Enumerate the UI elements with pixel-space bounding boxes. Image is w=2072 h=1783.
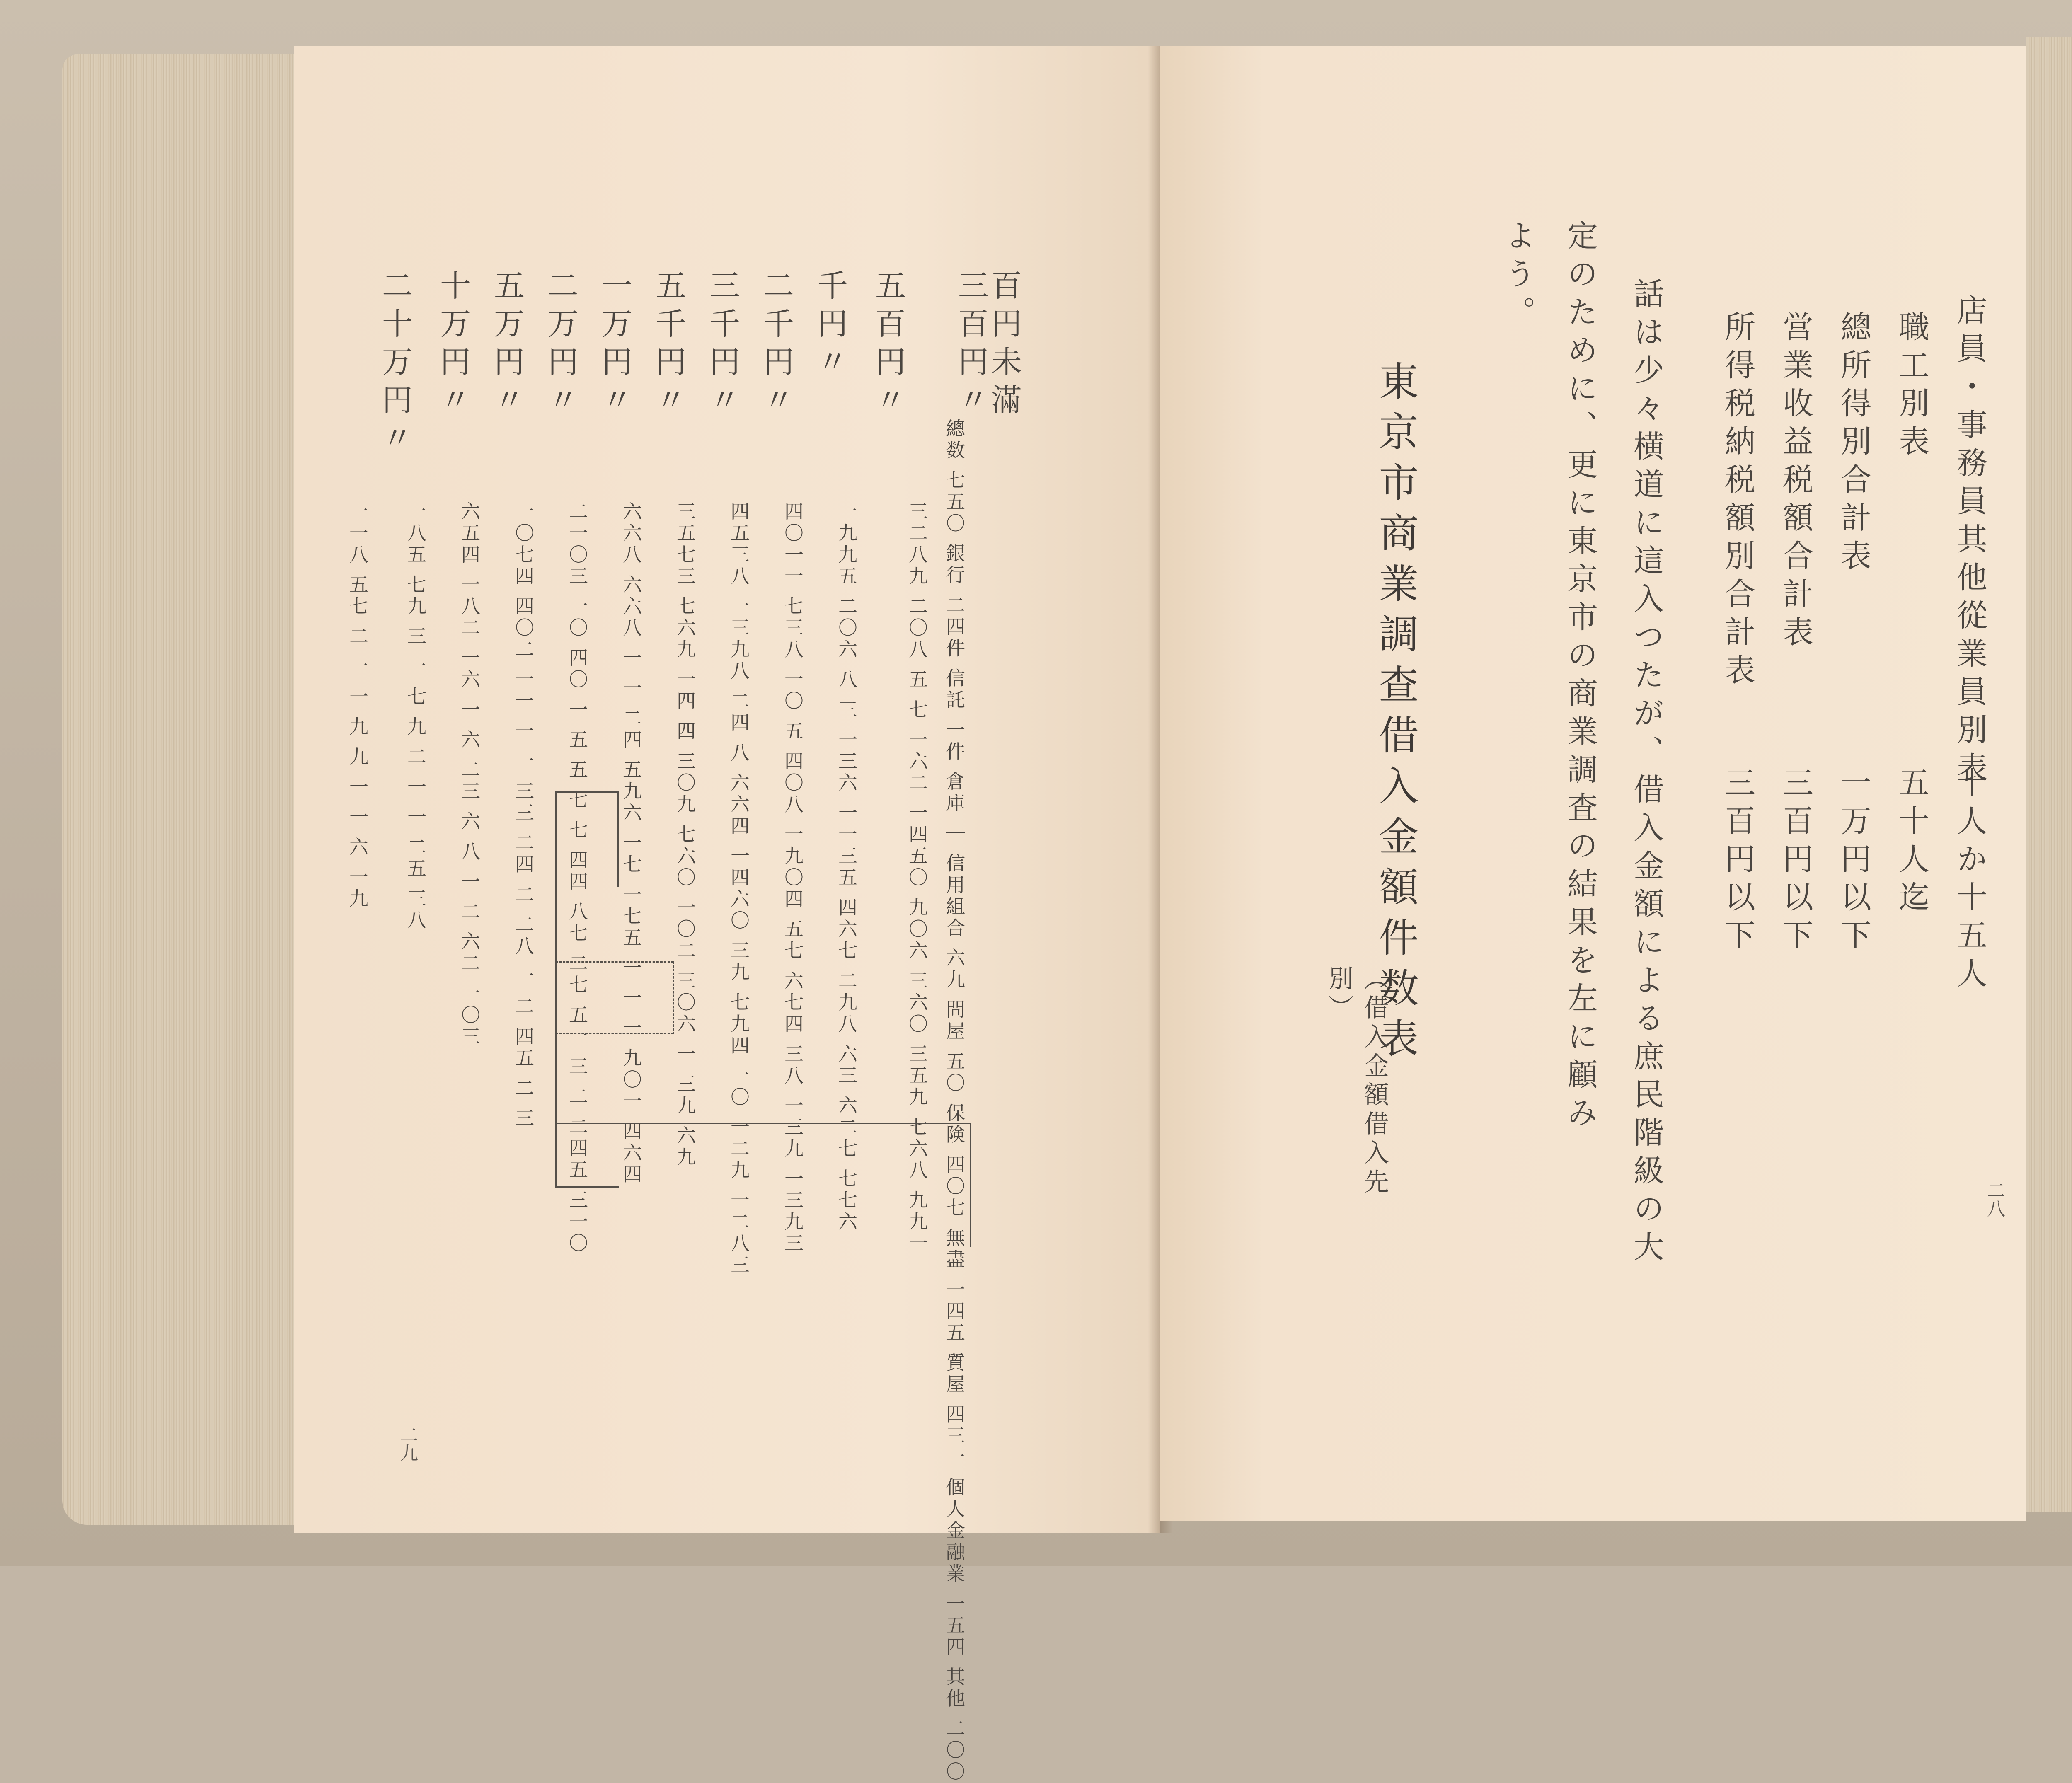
table-row-label: 千円〃 — [812, 269, 848, 384]
page-subtitle: （借入金額借入先別） — [1324, 965, 1389, 1198]
list-item-heading: 営業收益税額合計表 — [1778, 311, 1813, 654]
table-row-values: 二一〇三 一〇 四〇 一 五 五 七 七 四四 八七 二七 五一 三 二 二四五 三一〇 — [566, 501, 588, 1255]
table-row-values: 總数 七五〇 銀行 二四件 信託 一件 倉庫 ｜ 信用組合 六九 問屋 五〇 保険 四〇七 無盡 一四五 質屋 四三一 個人金融業 一五四 其他 二〇〇 — [943, 419, 966, 1783]
body-line: 話は少々横道に這入つたが、借入金額による庶民階級の大 — [1629, 278, 1664, 1269]
list-item-value: 十人か十五人 — [1952, 767, 1987, 995]
table-row-label: 一万円〃 — [597, 269, 632, 422]
page-number: 二九 — [397, 1425, 418, 1462]
open-book — [62, 37, 2072, 1783]
table-row-label: 二万円〃 — [543, 269, 579, 422]
table-row-label: 五千円〃 — [651, 269, 686, 422]
table-bracket — [617, 791, 619, 887]
table-row-values: 一一八 五七 二 一 一 九 九 一 一 六 一九 — [346, 501, 369, 910]
left-page-edges — [62, 54, 294, 1525]
table-row-values: 三二八九 二〇八 五 七 一六二 一四五〇 九〇六 三六〇 三五九 七六八 九九一 — [906, 501, 928, 1255]
page-title: 東京市商業調查借入金額件数表 — [1372, 360, 1419, 1068]
table-row-values: 六五四 一八二 一六 一 六 二三 六 八 一 二 六二 一〇三 — [458, 501, 481, 1048]
list-item-heading: 店員・事務員其他從業員別表 — [1952, 294, 1987, 790]
table-row-label: 三千円〃 — [704, 269, 740, 422]
table-row-values: 四五三八 一三九八 二四 八 六六四 一四六〇 三九 七九四 一〇 一二九 一二八三 — [728, 501, 750, 1277]
table-bracket — [970, 1123, 971, 1247]
list-item-heading: 總所得別合計表 — [1836, 311, 1871, 578]
list-item-value: 三百円以下 — [1720, 767, 1755, 957]
table-bracket — [555, 961, 674, 1034]
list-item-heading: 職工別表 — [1894, 311, 1929, 463]
table-row-label: 二千円〃 — [758, 269, 794, 422]
table-row-label: 三百円〃 — [953, 269, 989, 422]
body-line: よう。 — [1500, 220, 1536, 334]
body-line: 定のために、更に東京市の商業調査の結果を左に顧み — [1562, 220, 1598, 1135]
table-bracket — [555, 1123, 970, 1124]
table-row-values: 一八五 七九 三 一 七 九 二 一 一 二五 三八 — [404, 501, 427, 932]
table-row-label: 十万円〃 — [435, 269, 471, 422]
list-item-value: 五十人迄 — [1894, 767, 1929, 919]
table-row-label: 五百円〃 — [870, 269, 906, 422]
table-row-values: 一九九五 二〇六 八 三 一三六 一一三五 四六七 二九八 六三 六二七 七七六 — [835, 501, 858, 1234]
table-row-values: 四〇一一 七三八 一〇 五 四〇八 一九〇四 五七 六七四 三八 一三九 一三九三 — [782, 501, 804, 1255]
table-row-label: 五万円〃 — [489, 269, 525, 422]
table-row-values: 三五七三 七六九 一四 四 三〇九 七六〇 一〇二 三〇六 一 三九 六九 — [674, 501, 696, 1169]
table-row-values: 六六八 六六八 一 一 二四 五九六 一七 一七五 一 一 一 九〇一 四六四 — [620, 501, 642, 1186]
table-row-label: 二十万円〃 — [377, 269, 413, 460]
list-item-heading: 所得税納税額別合計表 — [1720, 311, 1755, 692]
left-page — [294, 46, 1160, 1783]
table-row-label: 百円未滿 — [986, 269, 1022, 422]
right-page — [1160, 46, 2026, 1521]
table-row-values: 一〇七四 四〇二 一一 一 一 三三 二四 二 二八 一 二 四五 二 三 — [512, 501, 535, 1130]
list-item-value: 一万円以下 — [1836, 767, 1871, 957]
page-number: 二八 — [1984, 1181, 2005, 1217]
right-page-edges — [2026, 37, 2072, 1512]
list-item-value: 三百円以下 — [1778, 767, 1813, 957]
